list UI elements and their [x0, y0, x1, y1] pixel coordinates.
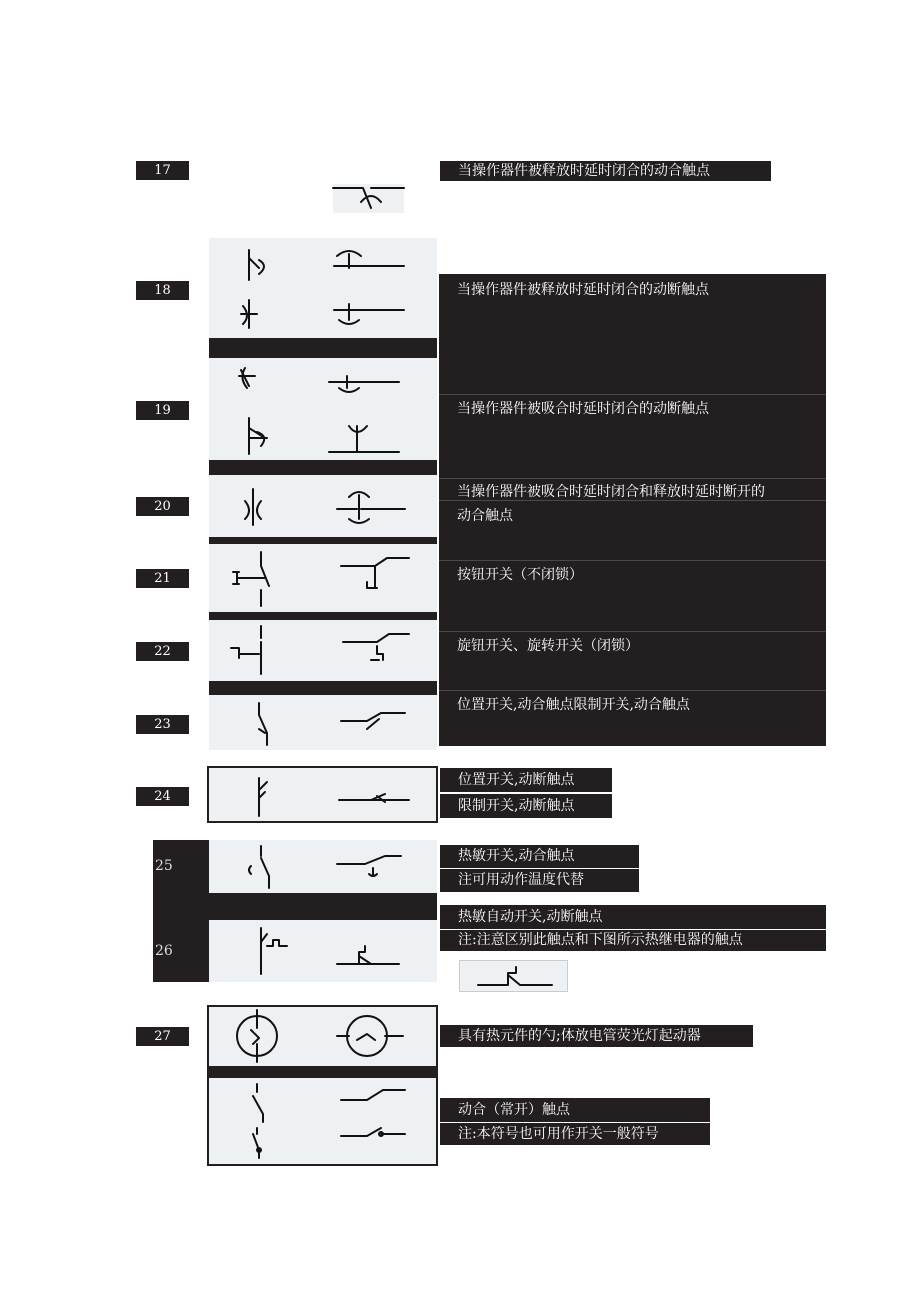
delayed-break-contact-symbol-18a — [209, 238, 437, 338]
symbol-panel-24 — [207, 766, 438, 823]
thermal-relay-contact-symbol — [460, 961, 569, 993]
separator-22-23 — [209, 681, 437, 695]
separator-19-20 — [209, 460, 437, 475]
desc-20-line2: 动合触点 — [457, 508, 513, 524]
desc-17: 当操作器件被释放时延时闭合的动合触点 — [440, 161, 771, 181]
desc-20-line1: 当操作器件被吸合时延时闭合和释放时延时断开的 — [457, 484, 765, 500]
desc-26-line2: 注:注意区别此触点和下图所示热继电器的触点 — [440, 930, 826, 951]
desc-27: 具有热元件的勺;体放电管荧光灯起动器 — [440, 1025, 753, 1047]
desc-25-line2: 注可用动作温度代替 — [440, 869, 639, 892]
row-divider — [439, 690, 826, 691]
row-number-17: 17 — [136, 161, 189, 180]
row-number-26: 26 — [155, 943, 173, 959]
row-number-18: 18 — [136, 281, 189, 300]
row-number-22: 22 — [136, 642, 189, 661]
push-button-symbol-21 — [209, 544, 437, 612]
row-number-19: 19 — [136, 401, 189, 420]
desc-make-contact-line2: 注:本符号也可用作开关一般符号 — [440, 1123, 710, 1145]
glow-starter-symbol-27 — [207, 1006, 438, 1066]
desc-24-line2: 限制开关,动断触点 — [440, 794, 612, 818]
row-divider — [439, 560, 826, 561]
separator-21-22 — [209, 612, 437, 620]
delayed-make-contact-symbol — [333, 184, 404, 213]
desc-26-line1: 热敏自动开关,动断触点 — [440, 905, 826, 929]
desc-21: 按钮开关（不闭锁） — [457, 567, 583, 583]
symbol-panel-17 — [333, 184, 404, 213]
desc-25-line1: 热敏开关,动合触点 — [440, 845, 639, 868]
row-divider — [439, 631, 826, 632]
desc-24-line1: 位置开关,动断触点 — [440, 768, 612, 792]
row-number-27: 27 — [136, 1027, 189, 1046]
separator-27 — [209, 1066, 436, 1078]
row-number-24: 24 — [136, 787, 189, 806]
row-number-25: 25 — [155, 858, 173, 874]
desc-22: 旋钮开关、旋转开关（闭锁） — [457, 638, 639, 654]
row-divider — [439, 394, 826, 395]
row-divider — [439, 478, 826, 479]
separator-20-21 — [209, 537, 437, 544]
position-switch-make-symbol-23 — [209, 695, 437, 750]
delayed-make-break-contact-symbol-20 — [209, 475, 437, 537]
desc-19: 当操作器件被吸合时延时闭合的动断触点 — [457, 401, 709, 417]
rotary-switch-symbol-22 — [209, 620, 437, 681]
desc-make-contact-line1: 动合（常开）触点 — [440, 1098, 710, 1122]
row-number-20: 20 — [136, 497, 189, 516]
delayed-break-contact-symbol-19 — [209, 358, 437, 460]
position-switch-break-symbol-24 — [209, 768, 440, 825]
row-number-23: 23 — [136, 715, 189, 734]
make-contact-symbol — [207, 1078, 438, 1164]
separator-18-19 — [209, 338, 437, 358]
row-number-21: 21 — [136, 569, 189, 588]
thermal-relay-contact-reference — [459, 960, 568, 992]
desc-18: 当操作器件被释放时延时闭合的动断触点 — [457, 282, 709, 298]
thermal-switch-make-symbol-25 — [209, 840, 437, 893]
separator-25-26 — [209, 893, 437, 920]
desc-23: 位置开关,动合触点限制开关,动合触点 — [457, 697, 690, 713]
thermal-auto-switch-break-symbol-26 — [209, 920, 437, 982]
